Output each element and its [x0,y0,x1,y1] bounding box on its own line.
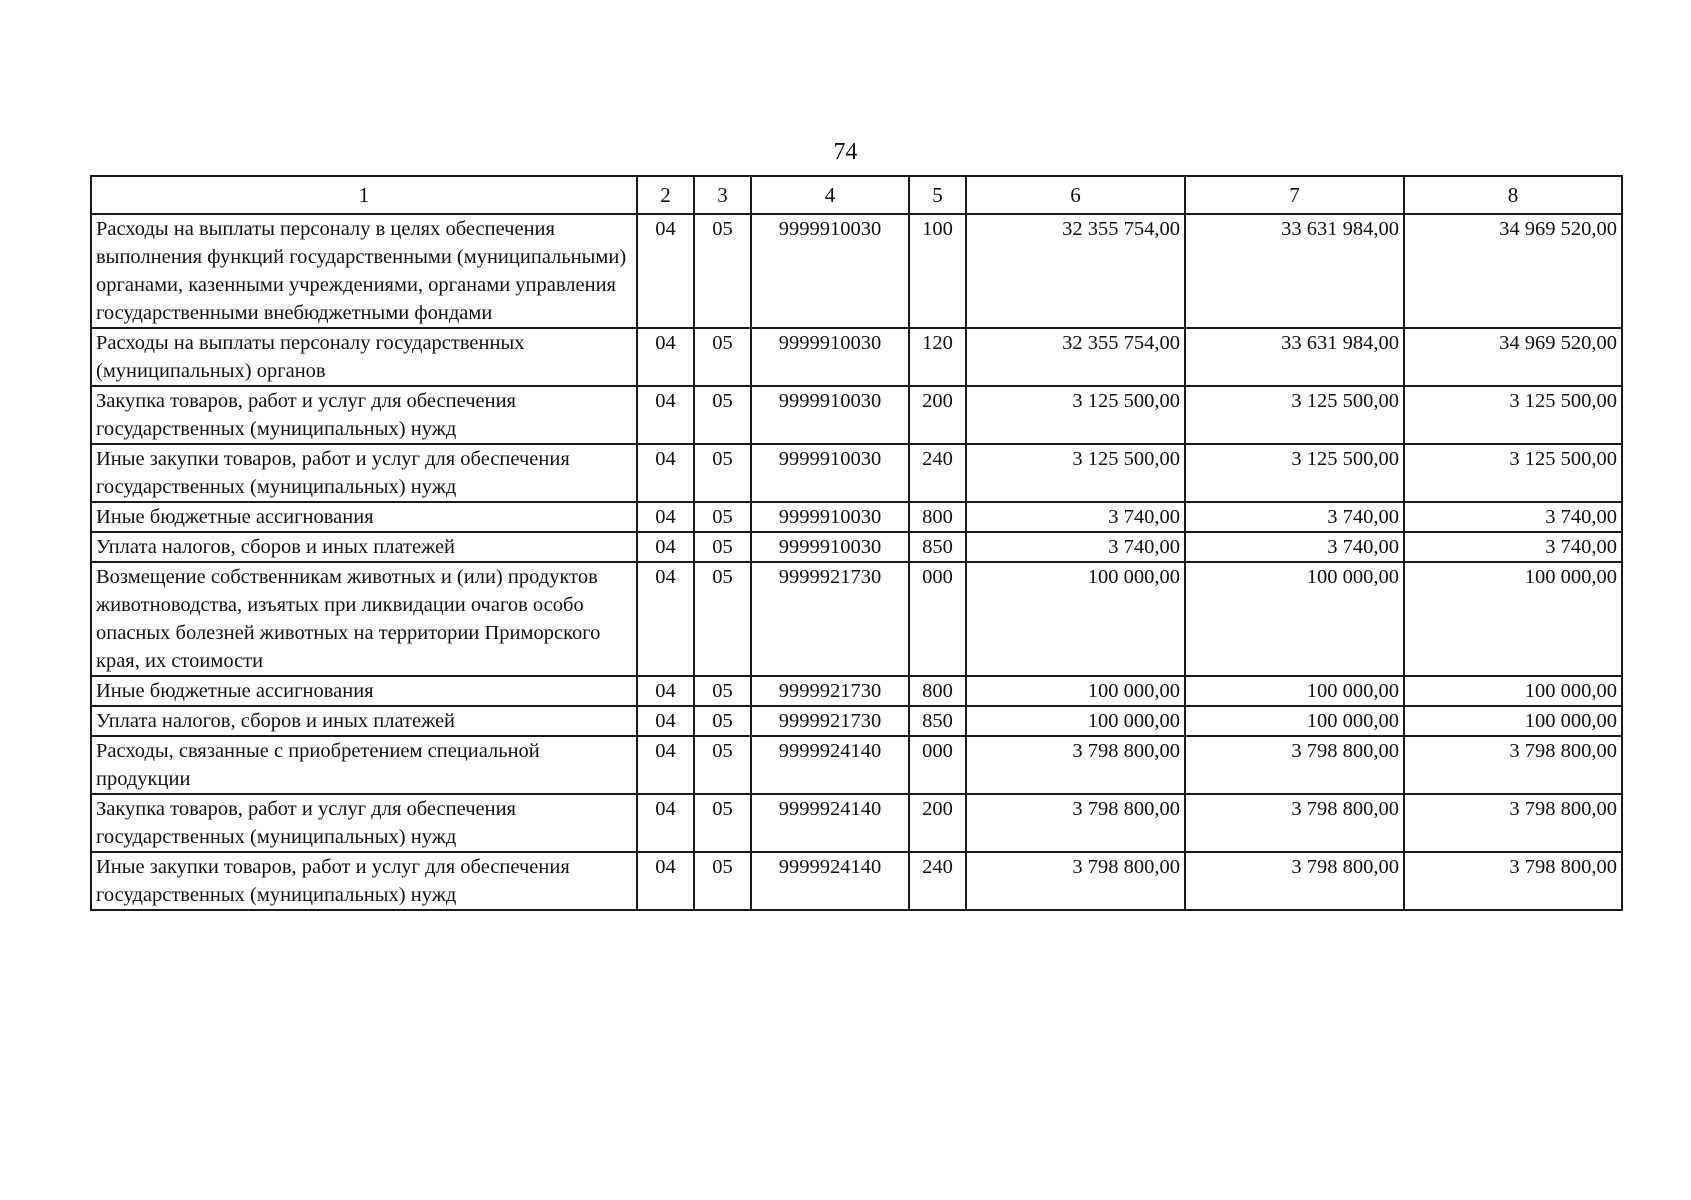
budget-table [90,175,1623,911]
amount-col7: 3 798 800,00 [1185,794,1404,852]
table-row [91,502,1622,532]
amount-col8: 3 798 800,00 [1404,736,1622,794]
expense-type-code: 120 [909,328,966,386]
target-article-code: 9999924140 [751,736,909,794]
section-code: 04 [637,852,694,910]
expense-name: Уплата налогов, сборов и иных платежей [91,532,637,562]
expense-name: Расходы на выплаты персоналу государственных (муниципальных) органов [91,328,637,386]
section-code: 04 [637,214,694,328]
target-article-code: 9999910030 [751,532,909,562]
section-code: 04 [637,444,694,502]
amount-col7: 3 125 500,00 [1185,444,1404,502]
target-article-code: 9999924140 [751,852,909,910]
amount-col6: 32 355 754,00 [966,328,1185,386]
amount-col8: 3 125 500,00 [1404,386,1622,444]
amount-col7: 100 000,00 [1185,562,1404,676]
expense-type-code: 100 [909,214,966,328]
column-header: 7 [1185,176,1404,214]
section-code: 04 [637,736,694,794]
expense-name: Иные бюджетные ассигнования [91,676,637,706]
section-code: 04 [637,794,694,852]
target-article-code: 9999921730 [751,706,909,736]
amount-col7: 33 631 984,00 [1185,214,1404,328]
target-article-code: 9999910030 [751,214,909,328]
expense-name: Расходы на выплаты персоналу в целях обеспечения выполнения функций государственными (муниципальными) органами, казенными учреждениями, органами управления государственными внебюджетными фондами [91,214,637,328]
table-row [91,794,1622,852]
section-code: 04 [637,328,694,386]
table-row [91,444,1622,502]
amount-col7: 3 740,00 [1185,502,1404,532]
table-header-row [91,176,1622,214]
expense-type-code: 800 [909,676,966,706]
amount-col6: 100 000,00 [966,562,1185,676]
subsection-code: 05 [694,502,751,532]
expense-type-code: 000 [909,562,966,676]
subsection-code: 05 [694,736,751,794]
column-header: 1 [91,176,637,214]
expense-name: Расходы, связанные с приобретением специальной продукции [91,736,637,794]
expense-type-code: 200 [909,386,966,444]
section-code: 04 [637,706,694,736]
table-row [91,676,1622,706]
target-article-code: 9999921730 [751,676,909,706]
amount-col8: 34 969 520,00 [1404,328,1622,386]
expense-name: Иные закупки товаров, работ и услуг для обеспечения государственных (муниципальных) нужд [91,444,637,502]
expense-type-code: 240 [909,852,966,910]
amount-col7: 3 798 800,00 [1185,852,1404,910]
amount-col6: 3 125 500,00 [966,386,1185,444]
amount-col6: 100 000,00 [966,676,1185,706]
expense-type-code: 200 [909,794,966,852]
expense-name: Закупка товаров, работ и услуг для обеспечения государственных (муниципальных) нужд [91,794,637,852]
subsection-code: 05 [694,676,751,706]
amount-col6: 100 000,00 [966,706,1185,736]
amount-col7: 3 740,00 [1185,532,1404,562]
table-row [91,706,1622,736]
column-header: 5 [909,176,966,214]
amount-col6: 3 798 800,00 [966,736,1185,794]
expense-type-code: 240 [909,444,966,502]
subsection-code: 05 [694,706,751,736]
table-row [91,562,1622,676]
amount-col8: 3 740,00 [1404,532,1622,562]
amount-col6: 3 125 500,00 [966,444,1185,502]
table-row [91,386,1622,444]
table-row [91,328,1622,386]
amount-col8: 100 000,00 [1404,562,1622,676]
subsection-code: 05 [694,562,751,676]
amount-col8: 100 000,00 [1404,676,1622,706]
subsection-code: 05 [694,794,751,852]
expense-name: Иные закупки товаров, работ и услуг для обеспечения государственных (муниципальных) нужд [91,852,637,910]
amount-col8: 3 798 800,00 [1404,794,1622,852]
table-row [91,214,1622,328]
amount-col7: 3 125 500,00 [1185,386,1404,444]
amount-col6: 3 740,00 [966,502,1185,532]
target-article-code: 9999924140 [751,794,909,852]
expense-type-code: 850 [909,532,966,562]
section-code: 04 [637,386,694,444]
amount-col8: 3 740,00 [1404,502,1622,532]
amount-col8: 34 969 520,00 [1404,214,1622,328]
subsection-code: 05 [694,214,751,328]
amount-col7: 33 631 984,00 [1185,328,1404,386]
amount-col8: 100 000,00 [1404,706,1622,736]
column-header: 2 [637,176,694,214]
target-article-code: 9999910030 [751,502,909,532]
table-row [91,852,1622,910]
subsection-code: 05 [694,852,751,910]
table-row [91,532,1622,562]
expense-type-code: 000 [909,736,966,794]
section-code: 04 [637,502,694,532]
target-article-code: 9999910030 [751,444,909,502]
expense-name: Уплата налогов, сборов и иных платежей [91,706,637,736]
amount-col8: 3 125 500,00 [1404,444,1622,502]
subsection-code: 05 [694,532,751,562]
amount-col6: 3 798 800,00 [966,794,1185,852]
table-row [91,736,1622,794]
amount-col6: 3 798 800,00 [966,852,1185,910]
section-code: 04 [637,532,694,562]
column-header: 4 [751,176,909,214]
target-article-code: 9999910030 [751,328,909,386]
amount-col8: 3 798 800,00 [1404,852,1622,910]
target-article-code: 9999921730 [751,562,909,676]
column-header: 8 [1404,176,1622,214]
section-code: 04 [637,562,694,676]
amount-col7: 100 000,00 [1185,706,1404,736]
column-header: 6 [966,176,1185,214]
expense-name: Закупка товаров, работ и услуг для обеспечения государственных (муниципальных) нужд [91,386,637,444]
amount-col7: 100 000,00 [1185,676,1404,706]
expense-type-code: 850 [909,706,966,736]
expense-name: Иные бюджетные ассигнования [91,502,637,532]
expense-type-code: 800 [909,502,966,532]
section-code: 04 [637,676,694,706]
subsection-code: 05 [694,386,751,444]
subsection-code: 05 [694,328,751,386]
amount-col6: 32 355 754,00 [966,214,1185,328]
column-header: 3 [694,176,751,214]
target-article-code: 9999910030 [751,386,909,444]
amount-col7: 3 798 800,00 [1185,736,1404,794]
page-number: 74 [833,139,858,165]
amount-col6: 3 740,00 [966,532,1185,562]
expense-name: Возмещение собственникам животных и (или) продуктов животноводства, изъятых при ликвидации очагов особо опасных болезней животных на территории Приморского края, их стоимости [91,562,637,676]
subsection-code: 05 [694,444,751,502]
